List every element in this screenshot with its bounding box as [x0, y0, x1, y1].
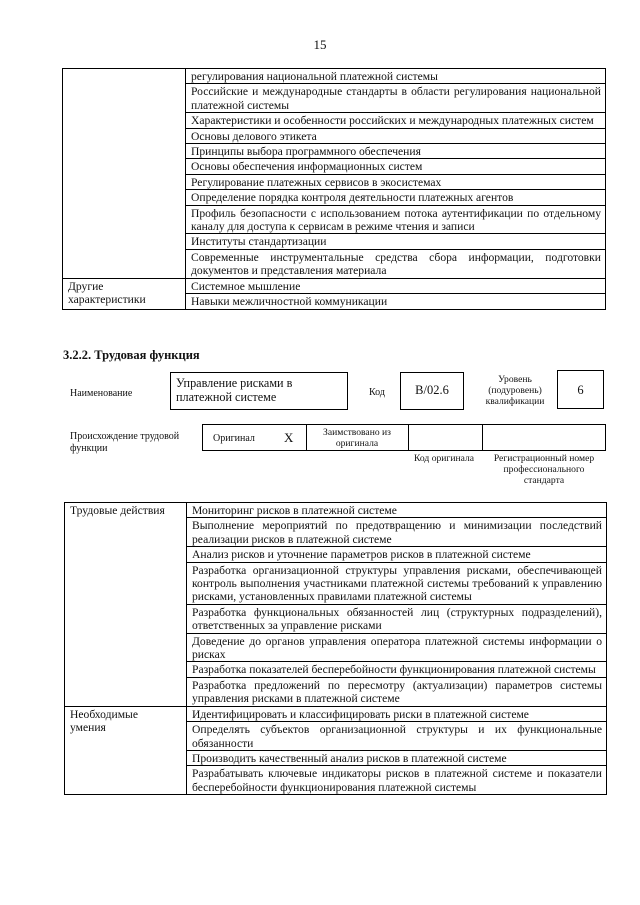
other-item: Системное мышление	[186, 278, 606, 293]
table-row	[63, 69, 606, 84]
required-skills-label	[65, 706, 187, 794]
skill-item: Идентифицировать и классифицировать риски в платежной системе	[187, 706, 607, 721]
origin-divider	[408, 424, 409, 451]
action-item: Разработка организационной структуры управления рисками, обеспечивающей контроль выполнения участниками платежной системы требований к управлению рисками, установленных правилами платежной системы	[187, 562, 607, 604]
knowledge-item: Институты стандартизации	[186, 234, 606, 249]
section-heading: 3.2.2. Трудовая функция	[63, 348, 200, 362]
original-label: Оригинал	[213, 433, 255, 444]
label-line: характеристики	[68, 293, 146, 307]
function-name: Управление рисками в платежной системе	[176, 376, 293, 404]
skill-item: Производить качественный анализ рисков в платежной системе	[187, 750, 607, 765]
original-mark: X	[284, 430, 294, 445]
table-row	[65, 503, 607, 518]
empty-label-cell	[63, 69, 186, 279]
action-item: Мониторинг рисков в платежной системе	[187, 503, 607, 518]
knowledge-item: Основы обеспечения информационных систем	[186, 159, 606, 174]
code-original-caption: Код оригинала	[413, 453, 475, 464]
origin-row	[202, 424, 606, 451]
page-number: 15	[313, 37, 327, 52]
label-line: умения	[70, 721, 106, 735]
level-box	[557, 370, 604, 409]
labor-function-table	[64, 502, 607, 795]
action-item: Доведение до органов управления оператора платежной системы информации о рисках	[187, 633, 607, 662]
other-item: Навыки межличностной коммуникации	[186, 294, 606, 309]
origin-label: Происхождение трудовой функции	[70, 431, 180, 454]
code-label: Код	[369, 387, 385, 398]
action-item: Анализ рисков и уточнение параметров рисков в платежной системе	[187, 547, 607, 562]
action-item: Разработка показателей бесперебойности функционирования платежной системы	[187, 662, 607, 677]
knowledge-item: Принципы выбора программного обеспечения	[186, 144, 606, 159]
label-line: Другие	[68, 279, 104, 293]
skill-item: Разрабатывать ключевые индикаторы рисков в платежной системе и показатели бесперебойности функционирования платежной системы	[187, 766, 607, 795]
name-label: Наименование	[70, 388, 133, 399]
function-name-box	[170, 372, 348, 410]
code-box	[400, 372, 464, 410]
knowledge-item: регулирования национальной платежной системы	[186, 69, 606, 84]
code-value: B/02.6	[415, 383, 449, 397]
borrowed-label: Заимствовано из оригинала	[323, 427, 391, 449]
knowledge-item: Основы делового этикета	[186, 128, 606, 143]
origin-divider	[482, 424, 483, 451]
skill-item: Определять субъектов организационной структуры и их функциональные обязанности	[187, 722, 607, 751]
action-item: Разработка функциональных обязанностей лиц (структурных подразделений), ответственных за управление рисками	[187, 604, 607, 633]
label-line: Необходимые	[70, 707, 138, 721]
other-characteristics-label	[63, 278, 186, 309]
knowledge-item: Регулирование платежных сервисов в экосистемах	[186, 174, 606, 189]
labor-actions-label: Трудовые действия	[65, 503, 187, 707]
table-row	[63, 278, 606, 293]
action-item: Разработка предложений по пересмотру (актуализации) параметров системы управления рисками в платежной системе	[187, 677, 607, 706]
table-row	[65, 706, 607, 721]
level-value: 6	[577, 383, 584, 397]
knowledge-item: Профиль безопасности с использованием потока аутентификации по отдельному каналу для доступа к сервисам в режиме чтения и записи	[186, 205, 606, 234]
level-label: Уровень (подуровень) квалификации	[485, 374, 545, 407]
action-item: Выполнение мероприятий по предотвращению и минимизации последствий реализации рисков в платежной системе	[187, 518, 607, 547]
knowledge-item: Современные инструментальные средства сбора информации, подготовки документов и представления материала	[186, 249, 606, 278]
reg-number-caption: Регистрационный номер профессионального стандарта	[493, 453, 595, 486]
origin-divider	[306, 424, 307, 451]
knowledge-table	[62, 68, 606, 310]
knowledge-item: Характеристики и особенности российских и международных платежных систем	[186, 113, 606, 128]
knowledge-item: Российские и международные стандарты в области регулирования национальной платежной системы	[186, 84, 606, 113]
knowledge-item: Определение порядка контроля деятельности платежных агентов	[186, 190, 606, 205]
